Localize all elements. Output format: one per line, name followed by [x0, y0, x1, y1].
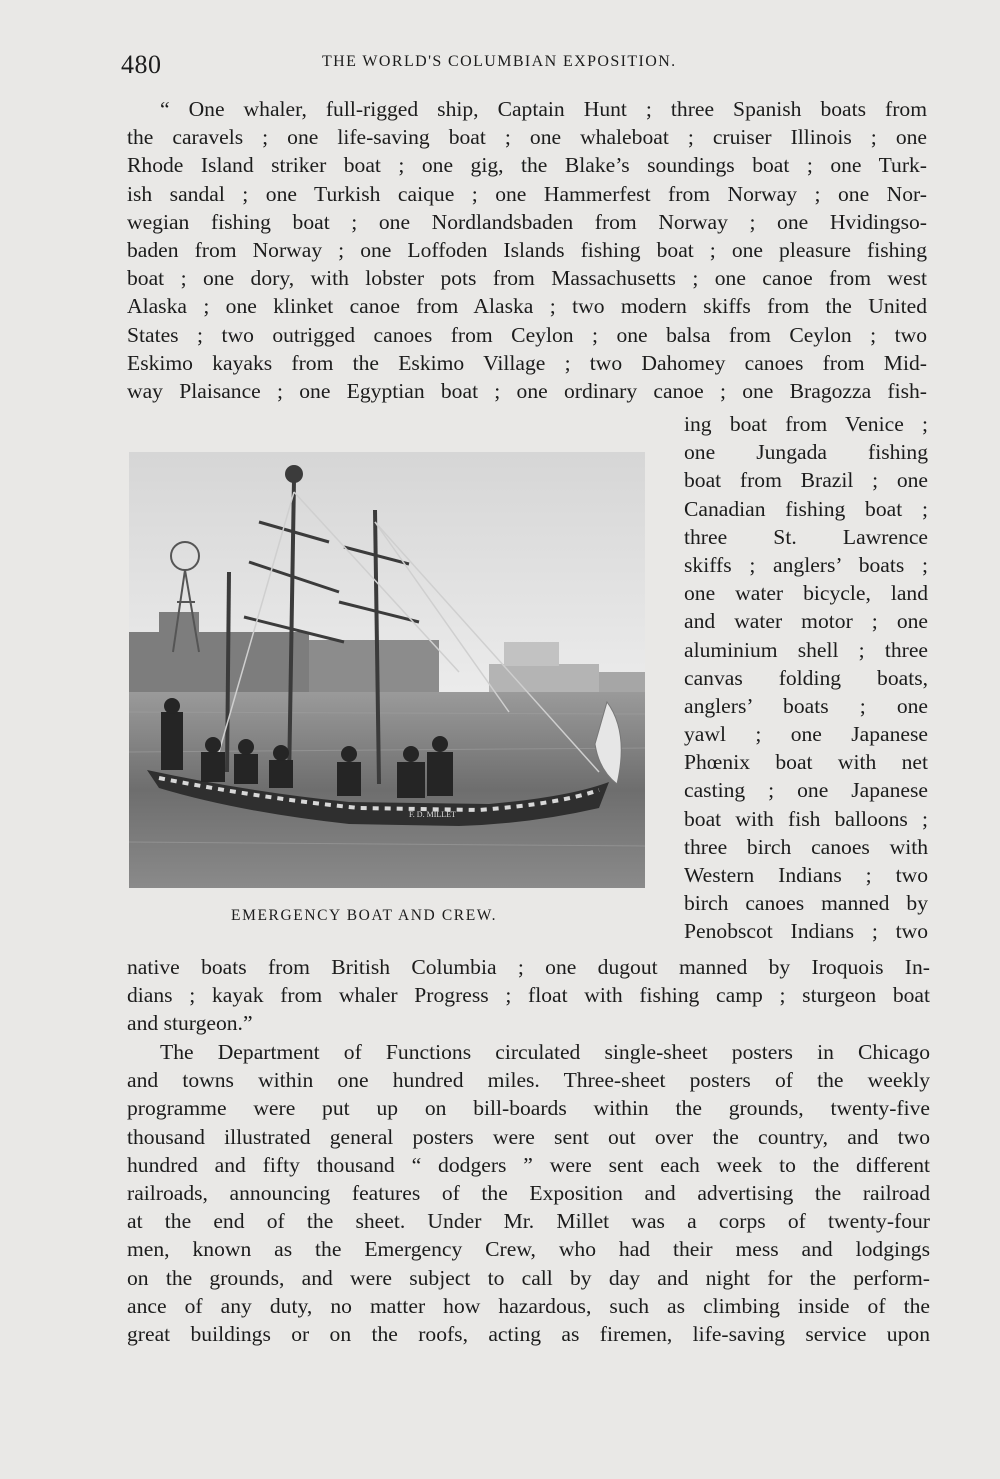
text-line: boat from Brazil ; one	[684, 468, 928, 493]
paragraph-boat-list-end	[127, 953, 930, 1038]
text-line: railroads, announcing features of the Exposition and advertising the railroad	[127, 1180, 930, 1205]
text-line: and towns within one hundred miles. Three-sheet posters of the weekly	[127, 1068, 930, 1093]
text-line: Rhode Island striker boat ; one gig, the Blake’s soundings boat ; one Turk-	[127, 153, 927, 178]
text-line: three St. Lawrence	[684, 524, 928, 549]
emergency-boat-photo	[129, 452, 645, 888]
hull-lettering: F. D. MILLET	[409, 810, 456, 819]
text-line: three birch canoes with	[684, 834, 928, 859]
text-line: boat with fish balloons ;	[684, 806, 928, 831]
text-line: way Plaisance ; one Egyptian boat ; one ordinary canoe ; one Bragozza fish-	[127, 378, 927, 403]
text-line: ish sandal ; one Turkish caique ; one Hammerfest from Norway ; one Nor-	[127, 181, 927, 206]
text-line: programme were put up on bill-boards within the grounds, twenty-five	[127, 1096, 930, 1121]
text-line: dians ; kayak from whaler Progress ; float with fishing camp ; sturgeon boat	[127, 983, 930, 1008]
text-line: birch canoes manned by	[684, 891, 928, 916]
text-line: aluminium shell ; three	[684, 637, 928, 662]
text-line: the caravels ; one life-saving boat ; one whaleboat ; cruiser Illinois ; one	[127, 125, 927, 150]
text-line: canvas folding boats,	[684, 665, 928, 690]
text-line: on the grounds, and were subject to call by day and night for the perform-	[127, 1265, 930, 1290]
text-line: one water bicycle, land	[684, 581, 928, 606]
text-line: skiffs ; anglers’ boats ;	[684, 552, 928, 577]
text-line: great buildings or on the roofs, acting as firemen, life-saving service upon	[127, 1321, 930, 1346]
text-line: States ; two outrigged canoes from Ceylon ; one balsa from Ceylon ; two	[127, 322, 927, 347]
side-column-text	[684, 410, 928, 946]
paragraph-department-of-functions	[127, 1038, 930, 1348]
text-line: native boats from British Columbia ; one dugout manned by Iroquois In-	[127, 955, 930, 979]
text-line: baden from Norway ; one Loffoden Islands fishing boat ; one pleasure fishing	[127, 237, 927, 262]
text-line: boat ; one dory, with lobster pots from Massachusetts ; one canoe from west	[127, 266, 927, 291]
text-line: Alaska ; one klinket canoe from Alaska ; two modern skiffs from the United	[127, 294, 927, 319]
text-line: casting ; one Japanese	[684, 778, 928, 803]
text-line: thousand illustrated general posters were sent out over the country, and two	[127, 1124, 930, 1149]
running-head: THE WORLD'S COLUMBIAN EXPOSITION.	[322, 53, 677, 70]
rooster-weathervane	[285, 465, 303, 483]
text-line: one Jungada fishing	[684, 440, 928, 465]
text-line: Phœnix boat with net	[684, 750, 928, 775]
text-line: ance of any duty, no matter how hazardous, such as climbing inside of the	[127, 1293, 930, 1318]
text-line: men, known as the Emergency Crew, who had their mess and lodgings	[127, 1237, 930, 1262]
text-line: wegian fishing boat ; one Nordlandsbaden from Norway ; one Hvidingso-	[127, 209, 927, 234]
text-line: Penobscot Indians ; two	[684, 919, 928, 944]
text-line: yawl ; one Japanese	[684, 722, 928, 747]
page-number: 480	[121, 50, 162, 79]
text-line: The Department of Functions circulated single-sheet posters in Chicago	[160, 1040, 930, 1064]
paragraph-boat-list	[127, 95, 927, 405]
text-line: hundred and fifty thousand “ dodgers ” were sent each week to the different	[127, 1152, 930, 1177]
text-line: ing boat from Venice ;	[684, 412, 928, 436]
text-line: at the end of the sheet. Under Mr. Millet was a corps of twenty-four	[127, 1209, 930, 1234]
text-line: Canadian fishing boat ;	[684, 496, 928, 521]
text-line: and sturgeon.”	[127, 1011, 253, 1036]
text-line: anglers’ boats ; one	[684, 693, 928, 718]
text-line: and water motor ; one	[684, 609, 928, 634]
text-line: Western Indians ; two	[684, 863, 928, 887]
figure-caption: EMERGENCY BOAT AND CREW.	[231, 907, 498, 924]
text-line: Eskimo kayaks from the Eskimo Village ; two Dahomey canoes from Mid-	[127, 350, 927, 375]
text-line: “ One whaler, full-rigged ship, Captain Hunt ; three Spanish boats from	[160, 97, 927, 121]
